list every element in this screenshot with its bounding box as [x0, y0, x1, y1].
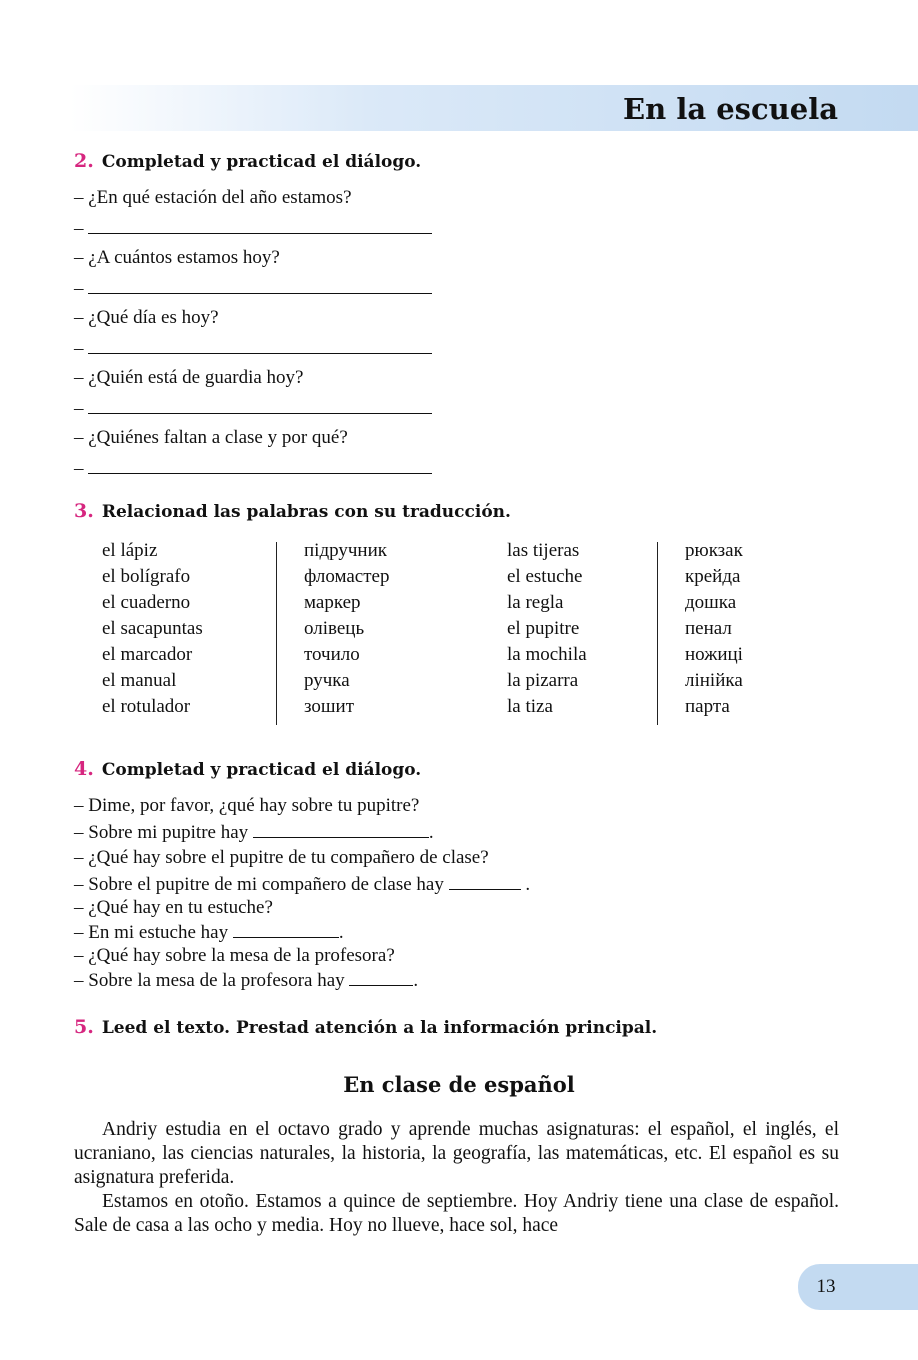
vocab-word: маркер: [304, 592, 361, 613]
dialogue-line: – ¿Qué hay sobre el pupitre de tu compañero de clase?: [74, 847, 489, 868]
answer-blank[interactable]: [88, 396, 432, 414]
dialogue-answer-line[interactable]: –: [74, 216, 432, 241]
vocab-word: пенал: [685, 618, 732, 639]
column-divider: [276, 542, 277, 725]
exercise-instruction: Relacionad las palabras con su traducción.: [101, 502, 511, 522]
vocab-word: підручник: [304, 540, 387, 561]
exercise-number: 3.: [74, 500, 94, 522]
vocab-word: el bolígrafo: [102, 566, 191, 587]
vocab-word: la tiza: [507, 696, 553, 717]
column-divider: [657, 542, 658, 725]
vocab-word: la regla: [507, 592, 564, 613]
header-band: [70, 85, 918, 131]
vocab-column-ukrainian-1: [304, 538, 389, 720]
vocab-word: точило: [304, 644, 360, 665]
page-number-tab: [798, 1264, 918, 1310]
fill-in-blank[interactable]: [349, 968, 413, 986]
exercise-instruction: Completad y practicad el diálogo.: [101, 760, 422, 780]
vocab-column-spanish-1: [102, 538, 203, 720]
vocab-word: el lápiz: [102, 540, 158, 561]
vocab-word: фломастер: [304, 566, 390, 587]
dialogue-answer-line[interactable]: –: [74, 336, 432, 361]
vocab-word: la mochila: [507, 644, 587, 665]
vocab-word: el cuaderno: [102, 592, 191, 613]
dialogue-question: – ¿Qué día es hoy?: [74, 307, 219, 328]
dialogue-line: – ¿Qué hay en tu estuche?: [74, 897, 273, 918]
vocab-word: рюкзак: [685, 540, 743, 561]
vocab-word: крейда: [685, 566, 741, 587]
fill-in-blank[interactable]: [449, 872, 521, 890]
page-title: En la escuela: [623, 92, 838, 126]
dialogue-answer-line[interactable]: –: [74, 456, 432, 481]
exercise-number: 4.: [74, 758, 94, 780]
fill-in-blank[interactable]: [233, 920, 339, 938]
dialogue-line: – Sobre mi pupitre hay .: [74, 822, 434, 843]
fill-in-blank[interactable]: [253, 820, 429, 838]
vocab-word: la pizarra: [507, 670, 579, 691]
vocab-word: ножиці: [685, 644, 743, 665]
answer-blank[interactable]: [88, 456, 432, 474]
vocab-word: дошка: [685, 592, 737, 613]
dialogue-answer-line[interactable]: –: [74, 396, 432, 421]
exercise-instruction: Completad y practicad el diálogo.: [101, 152, 422, 172]
exercise-4-heading: [74, 758, 421, 780]
dialogue-question: – ¿Quiénes faltan a clase y por qué?: [74, 427, 348, 448]
vocab-word: el pupitre: [507, 618, 580, 639]
exercise-5-heading: [74, 1016, 657, 1038]
exercise-number: 2.: [74, 150, 94, 172]
exercise-instruction: Leed el texto. Prestad atención a la información principal.: [101, 1018, 658, 1038]
dialogue-line: – Sobre la mesa de la profesora hay .: [74, 970, 419, 991]
dialogue-line: – Sobre el pupitre de mi compañero de clase hay .: [74, 874, 531, 895]
exercise-3-heading: [74, 500, 511, 522]
dialogue-line: – En mi estuche hay .: [74, 922, 344, 943]
vocab-word: ручка: [304, 670, 350, 691]
dialogue-question: – ¿A cuántos estamos hoy?: [74, 247, 280, 268]
dialogue-line: – Dime, por favor, ¿qué hay sobre tu pupitre?: [74, 795, 420, 816]
exercise-2-heading: [74, 150, 421, 172]
dialogue-answer-line[interactable]: –: [74, 276, 432, 301]
vocab-word: el marcador: [102, 644, 193, 665]
vocab-word: зошит: [304, 696, 354, 717]
vocab-column-spanish-2: [507, 538, 587, 720]
vocab-word: las tijeras: [507, 540, 580, 561]
vocab-column-ukrainian-2: [685, 538, 743, 720]
reading-paragraph: Estamos en otoño. Estamos a quince de septiembre. Hoy Andriy tiene una clase de español. Sale de casa a las ocho y media. Hoy no llueve, hace sol, hace: [74, 1191, 839, 1236]
vocab-word: олівець: [304, 618, 365, 639]
vocab-word: el estuche: [507, 566, 583, 587]
exercise-number: 5.: [74, 1016, 94, 1038]
vocab-word: лінійка: [685, 670, 743, 691]
answer-blank[interactable]: [88, 336, 432, 354]
vocab-word: el sacapuntas: [102, 618, 203, 639]
page-number: 13: [816, 1276, 836, 1297]
vocab-word: el manual: [102, 670, 177, 691]
reading-title: En clase de español: [343, 1072, 575, 1097]
answer-blank[interactable]: [88, 216, 432, 234]
dialogue-question: – ¿Quién está de guardia hoy?: [74, 367, 304, 388]
dialogue-question: – ¿En qué estación del año estamos?: [74, 187, 352, 208]
answer-blank[interactable]: [88, 276, 432, 294]
vocab-word: парта: [685, 696, 730, 717]
vocab-word: el rotulador: [102, 696, 191, 717]
reading-paragraph: Andriy estudia en el octavo grado y aprende muchas asignaturas: el español, el inglés, el ucraniano, las ciencias naturales, la historia, la geografía, las matemáticas, etc. El español es su asignatura preferida.: [74, 1119, 839, 1188]
dialogue-line: – ¿Qué hay sobre la mesa de la profesora?: [74, 945, 395, 966]
